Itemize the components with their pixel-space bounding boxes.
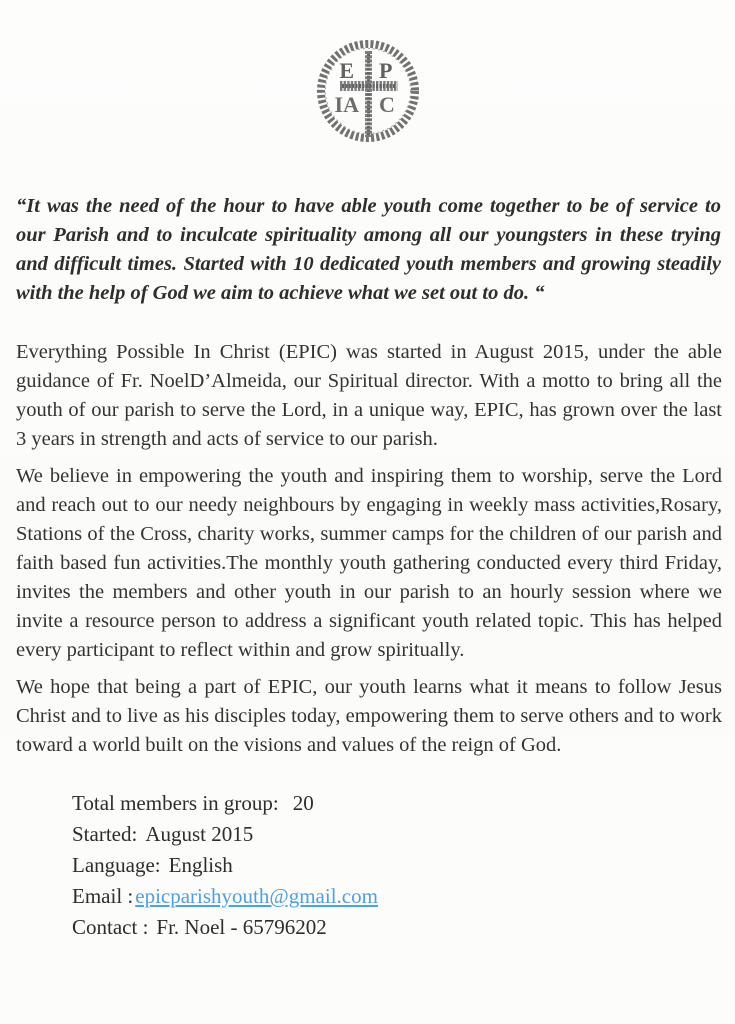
group-details-list: [72, 788, 735, 943]
logo-letter-ia: IA: [334, 92, 359, 117]
detail-value: Fr. Noel - 65796202: [156, 915, 327, 939]
body-text: [16, 338, 722, 760]
founder-quote: “It was the need of the hour to have able youth come together to be of service to our Parish and to inculcate spirituality among all our youngsters in these trying and difficult times. Started with 10 dedicated youth members and growing steadily with the help of God we aim to achieve what we set out to do. “: [16, 195, 721, 304]
detail-label: Started:: [72, 822, 138, 846]
detail-label: Total members in group:: [72, 791, 279, 815]
detail-email: [72, 881, 735, 912]
detail-language: [72, 850, 735, 881]
detail-total-members: [72, 788, 735, 819]
logo-letter-e: E: [338, 58, 354, 83]
logo-letter-c: C: [378, 92, 395, 117]
detail-contact: [72, 912, 735, 943]
detail-value: English: [168, 853, 233, 877]
detail-value: 20: [292, 791, 314, 815]
paragraph-activities: We believe in empowering the youth and inspiring them to worship, serve the Lord and reach out to our needy neighbours by engaging in weekly mass activities,Rosary, Stations of the Cross, charity works, summer camps for the children of our parish and faith based fun activities.The monthly youth gathering conducted every third Friday, invites the members and other youth in our parish to an hourly session where we invite a resource person to address a significant youth related topic. This has helped every participant to reflect within and grow spiritually.: [16, 465, 722, 661]
paragraph-mission: We hope that being a part of EPIC, our youth learns what it means to follow Jesus Christ and to live as his disciples today, empowering them to serve others and to work toward a world built on the visions and values of the reign of God.: [16, 676, 722, 756]
detail-started: [72, 819, 735, 850]
paragraph-founding: Everything Possible In Christ (EPIC) was started in August 2015, under the able guidance of Fr. NoelD’Almeida, our Spiritual director. With a motto to bring all the youth of our parish to serve the Lord, in a unique way, EPIC, has grown over the last 3 years in strength and acts of service to our parish.: [16, 341, 722, 450]
detail-label: Language:: [72, 853, 161, 877]
email-link[interactable]: epicparishyouth@gmail.com: [135, 884, 378, 908]
logo-letter-p: P: [378, 58, 392, 83]
detail-label: Email :: [72, 884, 134, 908]
detail-value: August 2015: [145, 822, 254, 846]
epic-seal-logo: [313, 36, 423, 146]
cross-seal-icon: [313, 36, 423, 146]
detail-label: Contact :: [72, 915, 149, 939]
